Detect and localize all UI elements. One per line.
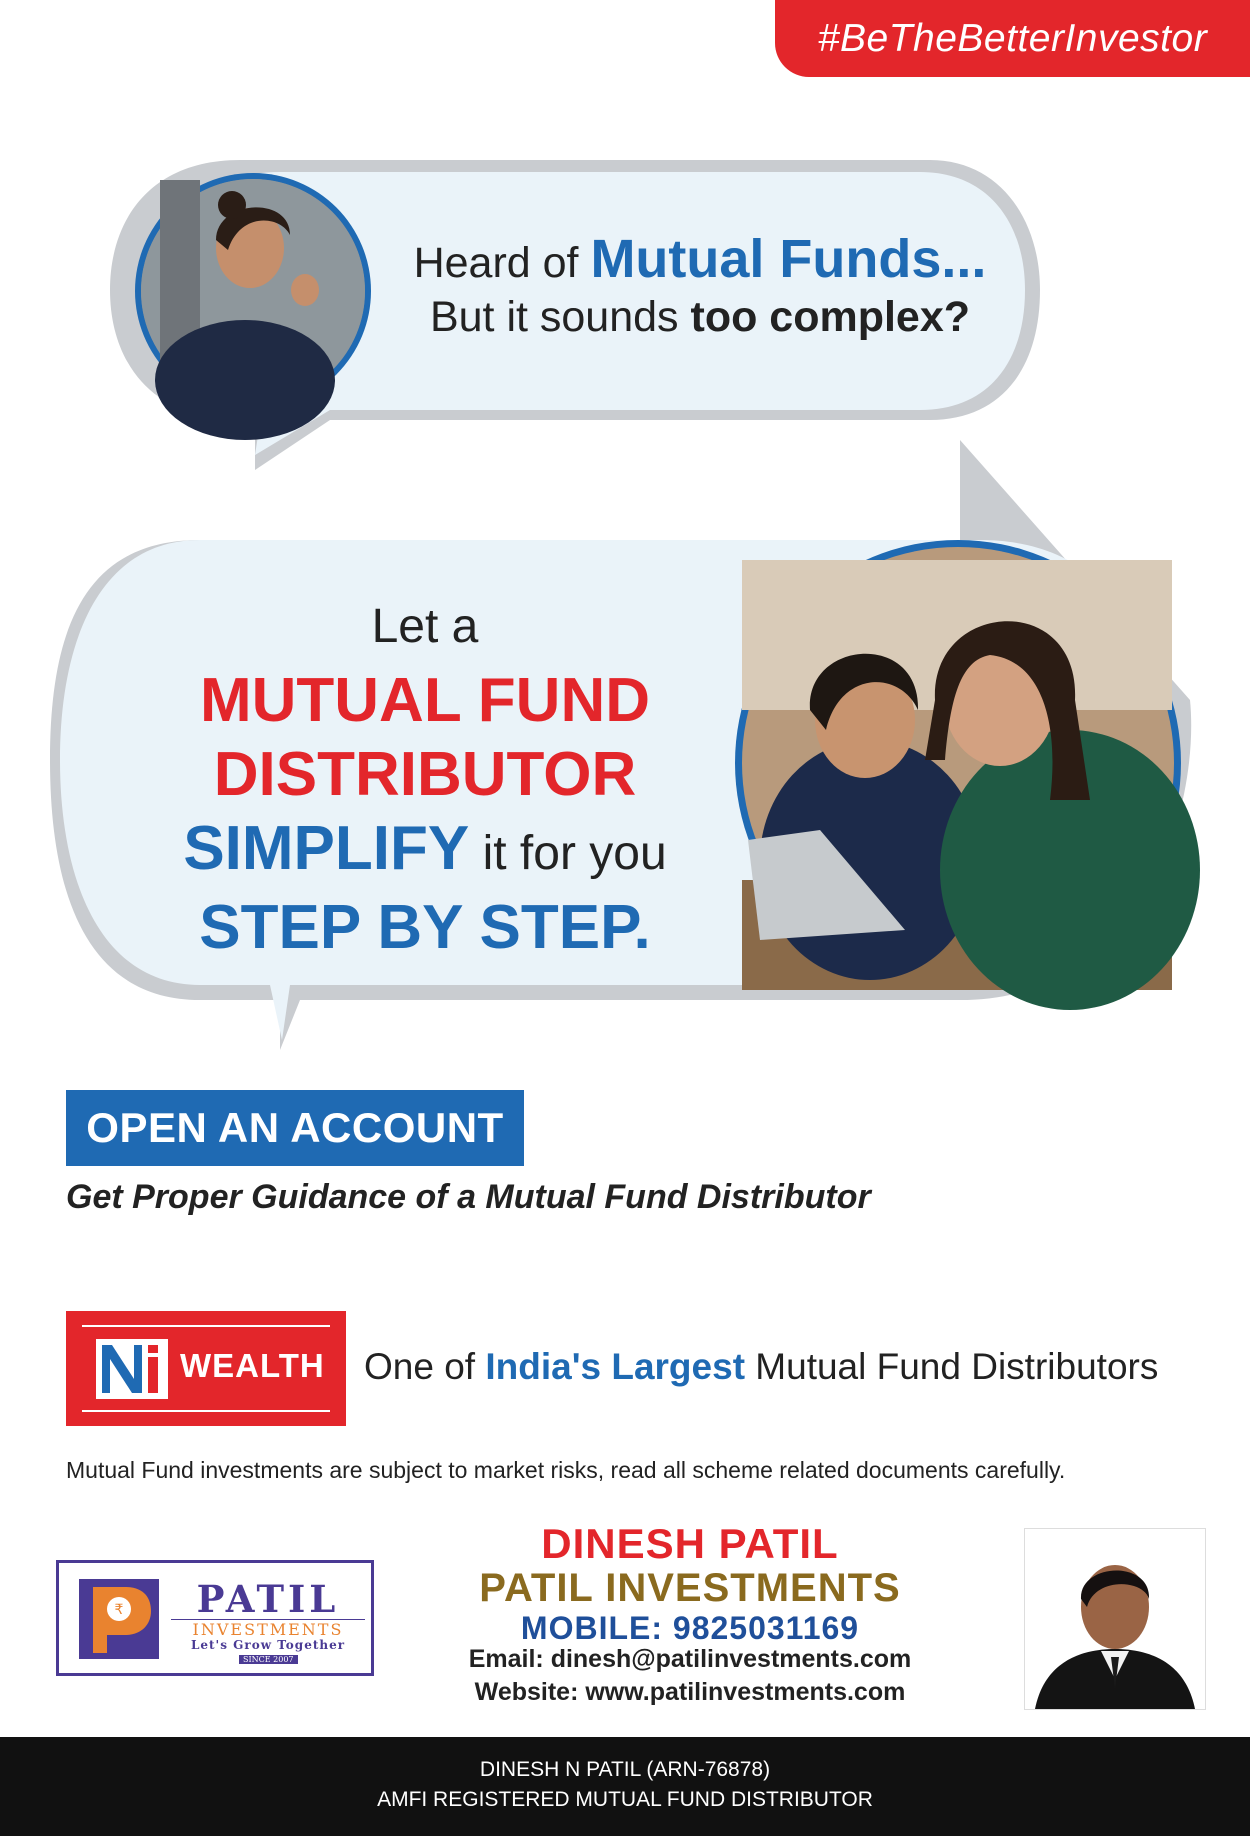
bubble1-line2-prefix: But it sounds	[429, 293, 691, 341]
footer-line1: DINESH N PATIL (ARN-76878)	[479, 1758, 771, 1781]
footer-bar	[0, 1737, 1250, 1836]
patil-p-icon	[79, 1579, 159, 1659]
advisor-portrait-photo	[1024, 1528, 1206, 1710]
open-account-button[interactable]: OPEN AN ACCOUNT	[66, 1090, 524, 1166]
contact-mobile[interactable]: MOBILE: 9825031169	[520, 1610, 860, 1646]
nj-wealth-label: WEALTH	[180, 1347, 325, 1384]
bubble2-line4-suffix: it for you	[469, 827, 667, 880]
advisor-portrait-icon	[1025, 1529, 1205, 1709]
nj-tagline	[364, 1346, 1158, 1388]
bubble2-line3: DISTRIBUTOR	[213, 740, 637, 809]
risk-disclaimer: Mutual Fund investments are subject to market risks, read all scheme related documents carefully.	[66, 1457, 1066, 1483]
bubble2-line1: Let a	[371, 600, 479, 653]
nj-top-rule	[82, 1325, 330, 1327]
bubble1-line2-highlight: too complex?	[690, 293, 971, 341]
contact-website[interactable]: Website: www.patilinvestments.com	[474, 1678, 906, 1706]
nj-tagline-highlight: India's Largest	[485, 1346, 746, 1387]
svg-text:₹: ₹	[114, 1602, 124, 1618]
nj-mark-icon	[96, 1339, 168, 1399]
nj-wealth-logo	[66, 1311, 346, 1426]
nj-tagline-suffix: Mutual Fund Distributors	[745, 1346, 1159, 1387]
contact-name: DINESH PATIL	[541, 1520, 839, 1567]
hashtag-banner: #BeTheBetterInvestor	[775, 0, 1250, 77]
contact-company: PATIL INVESTMENTS	[479, 1566, 901, 1610]
bubble1-headline	[380, 229, 1020, 344]
guidance-subtitle: Get Proper Guidance of a Mutual Fund Distributor	[66, 1178, 871, 1216]
patil-logo-sub: INVESTMENTS	[171, 1619, 365, 1639]
bubble2-line2: MUTUAL FUND	[199, 666, 650, 735]
contact-email[interactable]: Email: dinesh@patilinvestments.com	[468, 1645, 912, 1673]
patil-logo-since: SINCE 2007	[239, 1655, 298, 1664]
two-women-laptop-photo	[735, 540, 1200, 1010]
nj-bottom-rule	[82, 1410, 330, 1412]
bubble2-line4-highlight: SIMPLIFY	[183, 814, 470, 883]
footer-line2: AMFI REGISTERED MUTUAL FUND DISTRIBUTOR	[377, 1788, 873, 1811]
bubble1-line1-highlight: Mutual Funds...	[590, 229, 987, 289]
patil-logo-tagline: Let's Grow Together	[190, 1638, 346, 1652]
bubble1-line1-prefix: Heard of	[413, 239, 591, 287]
patil-logo-name: PATIL	[196, 1577, 340, 1621]
patil-investments-logo	[56, 1560, 374, 1676]
bubble2-line5: STEP BY STEP.	[199, 893, 651, 962]
nj-tagline-prefix: One of	[364, 1346, 486, 1387]
bubble2-headline	[100, 590, 750, 965]
